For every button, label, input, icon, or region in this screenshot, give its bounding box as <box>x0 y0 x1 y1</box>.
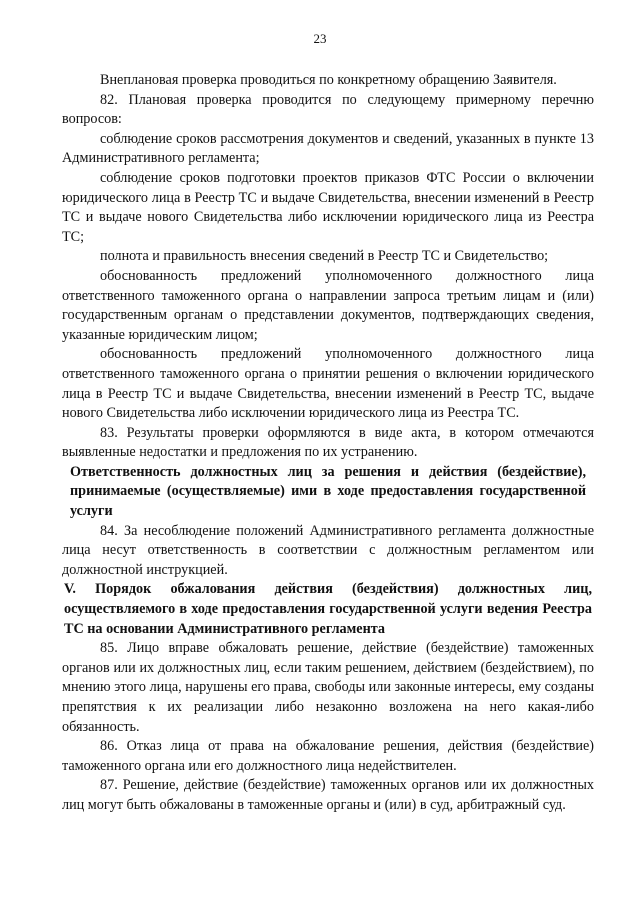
list-item: обоснованность предложений уполномоченного должностного лица ответственного таможенного органа о принятии решения о включении юридического лица в Реестр ТС и выдаче Свидетельства, внесении изменений в Реестр ТС, выдаче нового Свидетельства либо исключении юридического лица из Реестра ТС. <box>62 346 594 422</box>
paragraph-82: 82. Плановая проверка проводится по следующему примерному перечню вопросов: <box>62 91 594 128</box>
list-item: обоснованность предложений уполномоченного должностного лица ответственного таможенного органа о направлении запроса третьим лицам и (или) государственным органам о представлении документов, подтверждающих сведения, указанные юридическим лицом; <box>62 267 594 343</box>
section-heading-responsibility: Ответственность должностных лиц за решения и действия (бездействие), принимаемые (осуществляемые) ими в ходе предоставления государственной услуги <box>70 463 586 520</box>
list-item: полнота и правильность внесения сведений в Реестр ТС и Свидетельство; <box>100 248 549 265</box>
section-heading-appeal: V. Порядок обжалования действия (бездействия) должностных лиц, осуществляемого в ходе предоставления государственной услуги ведения Реестра ТС на основании Административного регламента <box>64 581 592 637</box>
paragraph-83: 83. Результаты проверки оформляются в виде акта, в котором отмечаются выявленные недостатки и предложения по их устранению. <box>62 424 594 461</box>
page-number: 23 <box>313 31 327 46</box>
paragraph-85: 85. Лицо вправе обжаловать решение, действие (бездействие) таможенных органов или их должностных лиц, если таким решением, действием (бездействием), по мнению этого лица, нарушены его права, свободы или законные интересы, ему созданы препятствия к их реализации либо незаконно возложена на него какая-либо обязанность. <box>62 640 594 735</box>
paragraph: Внеплановая проверка проводиться по конкретному обращению Заявителя. <box>100 72 557 88</box>
paragraph-84: 84. За несоблюдение положений Административного регламента должностные лица несут ответственность в соответствии с должностным регламентом или должностной инструкцией. <box>62 522 594 578</box>
list-item: соблюдение сроков подготовки проектов приказов ФТС России о включении юридического лица в Реестр ТС и выдаче Свидетельства, внесении изменений в Реестр ТС и выдаче нового Свидетельства либо исключении юридического лица из Реестра ТС; <box>62 169 594 245</box>
page-body <box>62 71 594 816</box>
list-item: соблюдение сроков рассмотрения документов и сведений, указанных в пункте 13 Административного регламента; <box>62 130 594 167</box>
paragraph-87: 87. Решение, действие (бездействие) таможенных органов или их должностных лиц могут быть обжалованы в таможенные органы и (или) в суд, арбитражный суд. <box>62 777 594 813</box>
paragraph-86: 86. Отказ лица от права на обжалование решения, действия (бездействие) таможенного органа или его должностного лица недействителен. <box>62 738 594 774</box>
